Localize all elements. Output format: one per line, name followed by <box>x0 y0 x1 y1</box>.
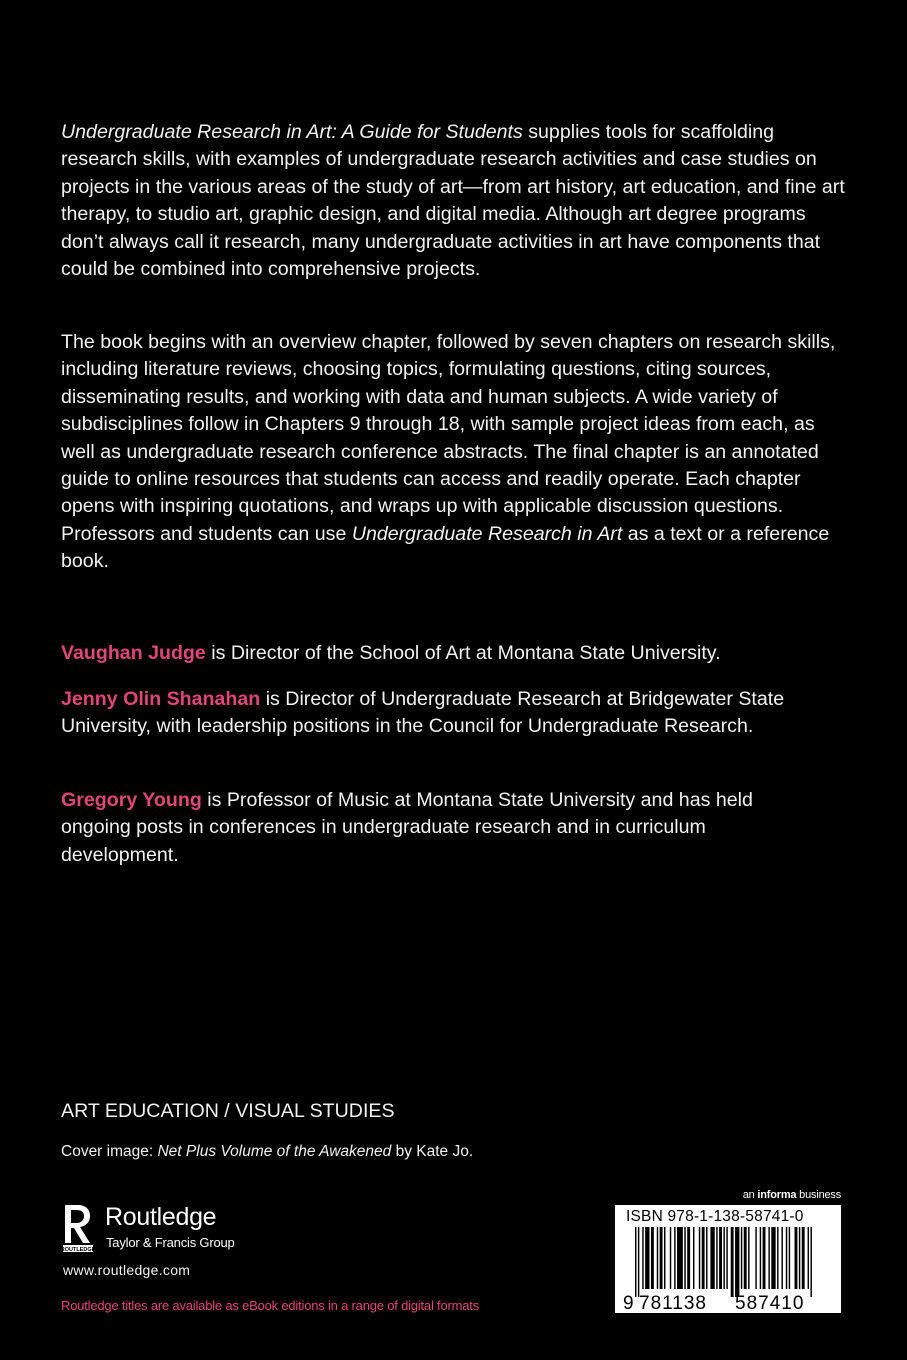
author-bio-text: is Director of the School of Art at Montana State University. <box>205 642 721 664</box>
ebook-availability-note: Routledge titles are available as eBook editions in a range of digital formats <box>61 1298 479 1313</box>
author-name: Vaughan Judge <box>61 642 206 664</box>
barcode-bar <box>710 1227 714 1289</box>
barcode-bar <box>755 1227 756 1289</box>
barcode-bar <box>735 1227 739 1297</box>
barcode-bar <box>802 1227 805 1289</box>
author-name: Jenny Olin Shanahan <box>61 688 261 710</box>
barcode-bar <box>687 1227 690 1289</box>
publisher-group: Taylor & Francis Group <box>106 1235 235 1250</box>
barcode-bar <box>789 1227 790 1289</box>
barcode-bar <box>726 1227 727 1289</box>
barcode-bar <box>741 1227 742 1289</box>
book-title-italic: Undergraduate Research in Art: A Guide for Students <box>61 121 523 143</box>
barcode-bar <box>768 1227 769 1289</box>
barcode-bar <box>763 1227 766 1289</box>
barcode-bar <box>651 1227 654 1289</box>
barcode-bar <box>657 1227 658 1289</box>
barcode-bar <box>808 1227 809 1289</box>
barcode-bar <box>674 1227 675 1289</box>
publisher-website: www.routledge.com <box>63 1262 191 1278</box>
barcode-icon <box>621 1227 835 1311</box>
publisher-name: Routledge <box>105 1203 217 1231</box>
barcode-bar <box>635 1227 636 1297</box>
barcode-bar <box>760 1227 761 1289</box>
author-bio-1 <box>61 640 851 667</box>
barcode-bar <box>771 1227 775 1289</box>
cover-credit-suffix: by Kate Jo. <box>391 1143 474 1160</box>
barcode-bar <box>795 1227 798 1289</box>
subject-category: ART EDUCATION / VISUAL STUDIES <box>61 1100 395 1122</box>
barcode-bar <box>660 1227 663 1289</box>
informa-prefix: an <box>742 1189 758 1201</box>
routledge-mark-icon <box>61 1203 95 1253</box>
barcode-bar <box>748 1227 749 1289</box>
blurb-paragraph-2-text: The book begins with an overview chapter, followed by seven chapters on research skills, including literature reviews, choosing topics, formulating questions, citing sources, disseminating results, and working with data and human subjects. A wide variety of subdisciplines follow in Chapters 9 through 18, with sample project ideas from each, as well as undergraduate research conference abstracts. The final chapter is an annotated guide to online resources that students can access and readily operate. Each chapter opens with inspiring quotations, and wraps up with applicable discussion questions. Professors and students can use <box>61 331 836 545</box>
barcode-bar <box>810 1227 811 1297</box>
author-bio-text: is Director of Undergraduate Research at Bridgewater State University, with leadership positions in the Council for Undergraduate Research. <box>61 688 785 738</box>
author-bio-text: is Professor of Music at Montana State University and has held ongoing posts in conferences in undergraduate research and in curriculum development. <box>61 789 753 866</box>
barcode-digit-lead: 9 <box>623 1293 634 1311</box>
barcode-bar <box>642 1227 643 1289</box>
barcode-digits-left: 781138 <box>639 1293 707 1311</box>
barcode-digits-right: 587410 <box>735 1293 805 1311</box>
routledge-logo <box>61 1203 251 1255</box>
author-bio-2 <box>61 686 801 741</box>
barcode-bar <box>699 1227 700 1289</box>
blurb-paragraph-2 <box>61 329 851 576</box>
barcode-bar <box>786 1227 787 1289</box>
barcode-bar <box>693 1227 694 1289</box>
barcode-bar <box>706 1227 707 1289</box>
barcode-bar <box>744 1227 747 1289</box>
author-name: Gregory Young <box>61 789 202 811</box>
barcode-bar <box>670 1227 671 1289</box>
barcode-bar <box>719 1227 722 1289</box>
informa-business-tagline <box>743 1189 841 1201</box>
barcode-bar <box>731 1227 734 1297</box>
informa-brand: informa <box>757 1189 797 1201</box>
barcode-bar <box>799 1227 800 1289</box>
cover-artwork-title: Net Plus Volume of the Awakened <box>157 1143 392 1160</box>
isbn-barcode <box>615 1205 841 1313</box>
barcode-bar <box>702 1227 705 1289</box>
blurb-paragraph-2-end: as a text or a reference book. <box>61 522 830 573</box>
cover-image-credit <box>61 1143 473 1161</box>
barcode-bar <box>664 1227 665 1289</box>
barcode-bar <box>777 1227 778 1289</box>
barcode-bar <box>684 1227 685 1289</box>
svg-text:ROUTLEDGE: ROUTLEDGE <box>61 1246 95 1253</box>
barcode-bar <box>638 1227 639 1297</box>
isbn-label: ISBN 978-1-138-58741-0 <box>626 1208 804 1225</box>
informa-suffix: business <box>796 1189 841 1201</box>
blurb-paragraph-1-text: supplies tools for scaffolding research skills, with examples of undergraduate research activities and case studies on projects in the various areas of the study of art—from art history, art education, and fine art therapy, to studio art, graphic design, and digital media. Although art degree programs don’t always call it research, many undergraduate activities in art have components that could be combined into comprehensive projects. <box>61 121 845 281</box>
author-bio-3 <box>61 787 821 869</box>
barcode-bar <box>781 1227 782 1289</box>
barcode-bars <box>635 1227 812 1297</box>
barcode-bar <box>716 1227 717 1289</box>
cover-credit-prefix: Cover image: <box>61 1143 158 1160</box>
barcode-bar <box>723 1227 724 1289</box>
barcode-bar <box>677 1227 683 1289</box>
barcode-bar <box>645 1227 649 1289</box>
book-title-reference: Undergraduate Research in Art <box>351 522 623 545</box>
blurb-paragraph-1 <box>61 119 851 283</box>
